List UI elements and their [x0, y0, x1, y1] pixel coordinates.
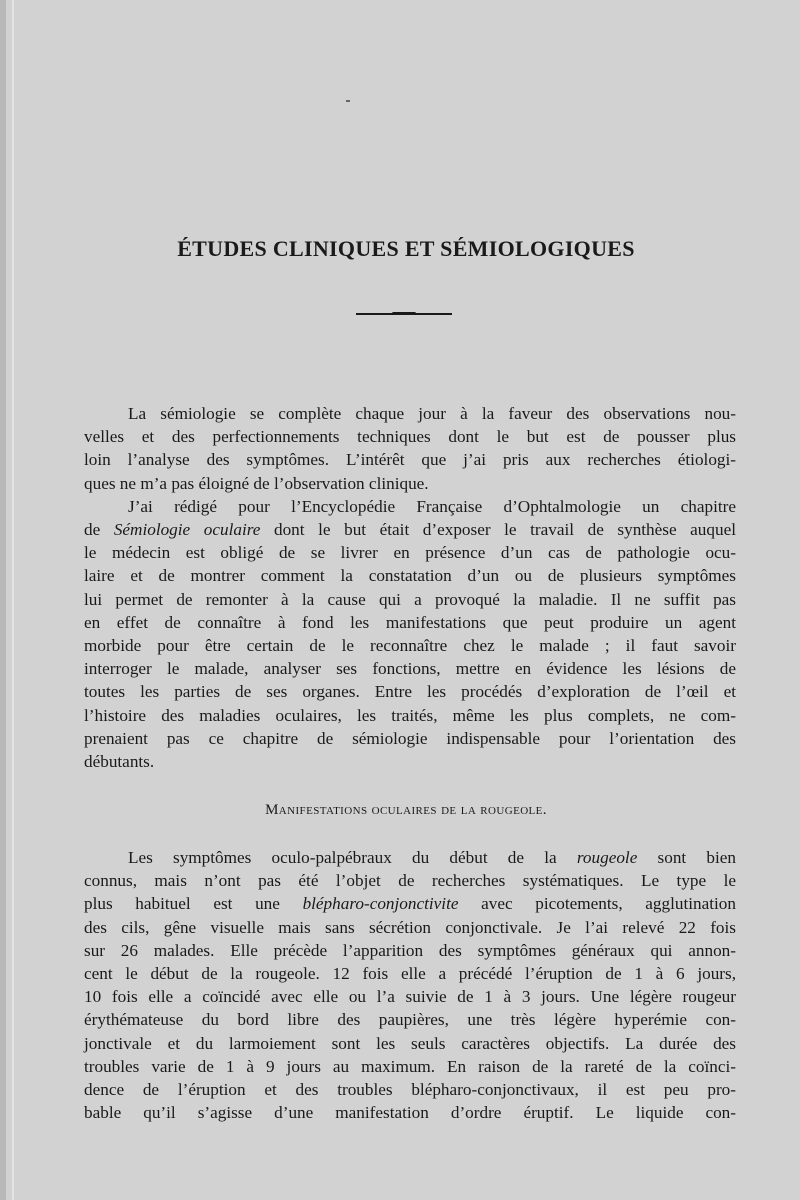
text-line: érythémateuse du bord libre des paupières, une très légère hyperémie con-: [84, 1010, 736, 1030]
page-title: ÉTUDES CLINIQUES ET SÉMIOLOGIQUES: [177, 236, 635, 261]
text-fragment: sont bien: [637, 848, 736, 867]
italic-term: blépharo-conjonctivite: [302, 894, 459, 914]
text-line: sur 26 malades. Elle précède l’apparition des symptômes généraux qui annon-: [84, 940, 736, 960]
text-line: toutes les parties de ses organes. Entre les procédés d’exploration de l’œil et: [84, 682, 736, 702]
text-fragment: de: [84, 520, 114, 540]
italic-term: Sémiologie oculaire: [113, 520, 261, 540]
text-line: troubles varie de 1 à 9 jours au maximum. En raison de la rareté de la coïnci-: [84, 1056, 736, 1076]
text-line: interroger le malade, analyser ses fonctions, mettre en évidence les lésions de: [84, 659, 736, 679]
text-line: en effet de connaître à fond les manifestations que peut produire un agent: [84, 612, 736, 632]
text-line: débutants.: [84, 752, 155, 772]
text-line: lui permet de remonter à la cause qui a provoqué la maladie. Il ne suffit pas: [84, 589, 736, 609]
text-line: loin l’analyse des symptômes. L’intérêt que j’ai pris aux recherches étiologi-: [84, 450, 736, 470]
text-line: [84, 518, 736, 541]
text-line: J’ai rédigé pour l’Encyclopédie Française d’Ophtalmologie un chapitre: [128, 496, 736, 516]
title-divider: [356, 313, 452, 315]
text-line: prenaient pas ce chapitre de sémiologie indispensable pour l’orientation des: [84, 728, 736, 748]
text-line: ques ne m’a pas éloigné de l’observation clinique.: [84, 473, 429, 493]
text-line: morbide pour être certain de le reconnaître chez le malade ; il faut savoir: [84, 636, 736, 656]
italic-term: rougeole: [576, 848, 638, 867]
text-line: laire et de montrer comment la constatation d’un ou de plusieurs symptômes: [84, 566, 736, 586]
text-line: [84, 892, 736, 915]
text-line: velles et des perfectionnements techniques dont le but est de pousser plus: [84, 427, 736, 447]
text-line: le médecin est obligé de se livrer en présence d’un cas de pathologie ocu-: [84, 543, 736, 563]
section-heading: Manifestations oculaires de la rougeole.: [265, 802, 547, 818]
text-line: jonctivale et du larmoiement sont les seuls caractères objectifs. La durée des: [84, 1033, 736, 1053]
text-line: bable qu’il s’agisse d’une manifestation d’ordre éruptif. Le liquide con-: [84, 1103, 736, 1123]
text-line: cent le début de la rougeole. 12 fois elle a précédé l’éruption de 1 à 6 jours,: [84, 964, 736, 984]
scan-speck: [346, 100, 350, 102]
text-fragment: dont le but était d’exposer le travail de synthèse auquel: [260, 520, 736, 540]
text-line: [84, 846, 736, 869]
intro-section: [84, 402, 736, 773]
text-line: connus, mais n’ont pas été l’objet de recherches systématiques. Le type le: [84, 871, 736, 891]
text-line: 10 fois elle a coïncidé avec elle ou l’a suivie de 1 à 3 jours. Une légère rougeur: [84, 987, 736, 1007]
text-fragment: plus habituel est une: [84, 894, 303, 914]
text-line: dence de l’éruption et des troubles blépharo-conjonctivaux, il est peu pro-: [84, 1080, 736, 1100]
text-line: l’histoire des maladies oculaires, les traités, même les plus complets, ne com-: [84, 705, 736, 725]
text-fragment: avec picotements, agglutination: [458, 894, 736, 914]
page-binding-edge: [12, 0, 14, 1200]
text-line: La sémiologie se complète chaque jour à la faveur des observations nou-: [128, 404, 736, 423]
text-fragment: Les symptômes oculo-palpébraux du début de la: [128, 848, 577, 867]
text-line: des cils, gêne visuelle mais sans sécrétion conjonctivale. Je l’ai relevé 22 fois: [84, 917, 736, 937]
measles-section: [84, 846, 736, 1124]
